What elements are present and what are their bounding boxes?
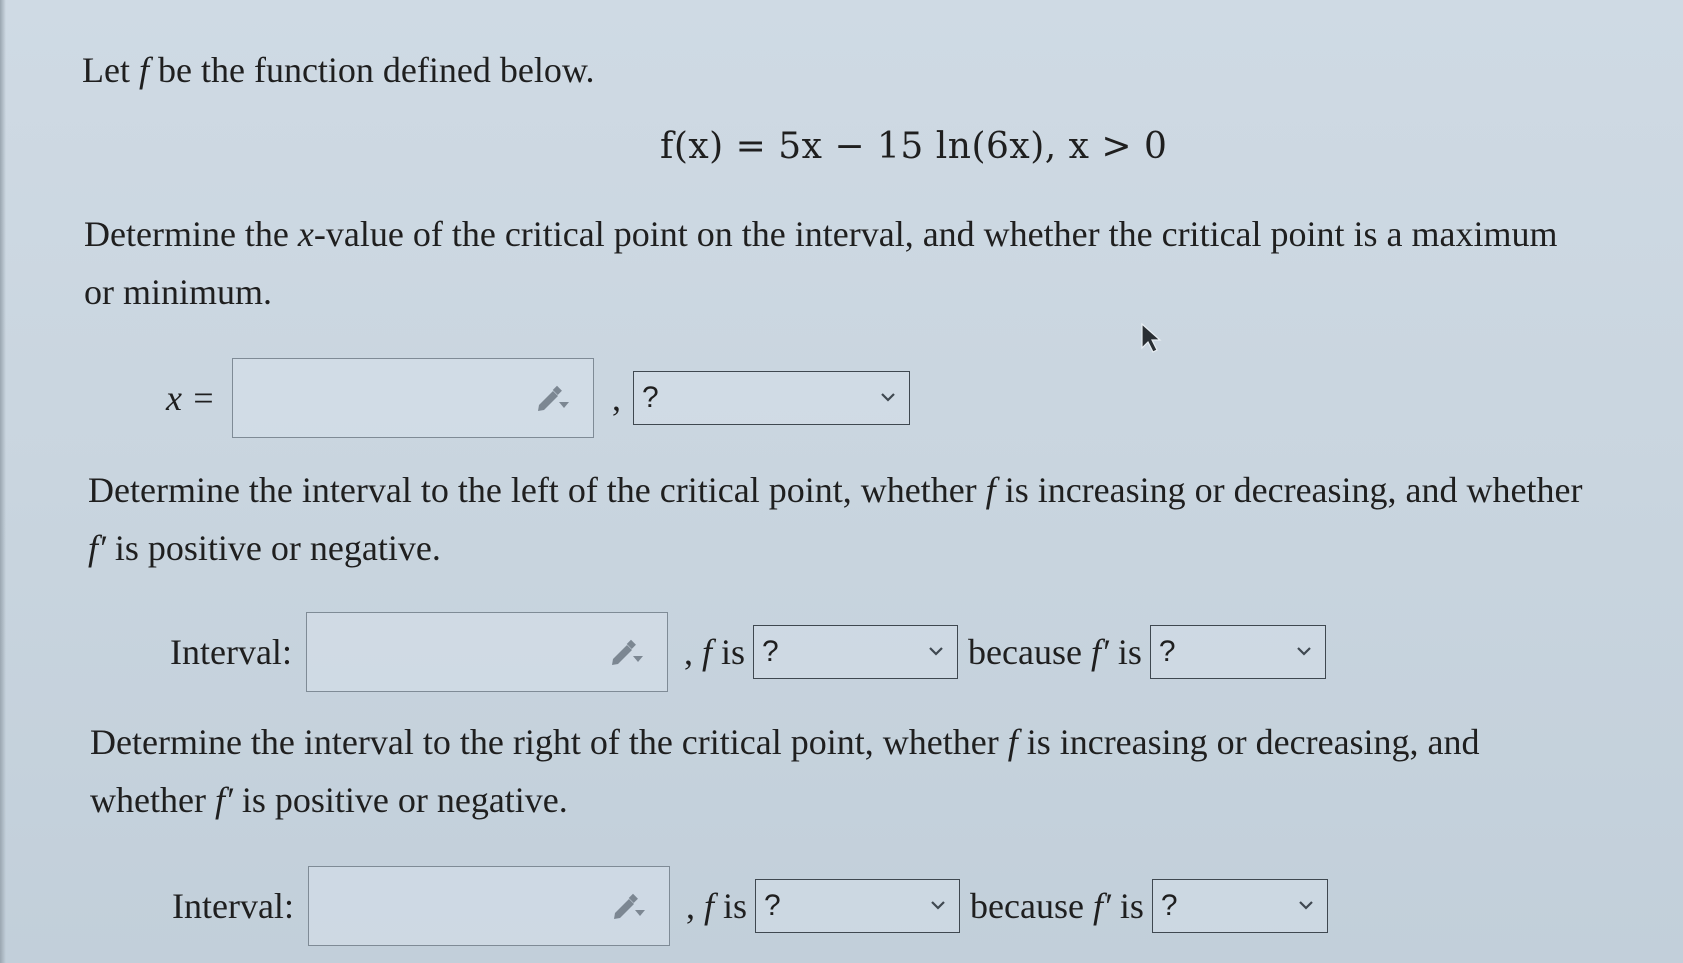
answer2-is: is <box>712 632 746 672</box>
intro-text <box>82 42 595 98</box>
interval-right-label: Interval: <box>172 886 294 926</box>
chevron-down-icon <box>929 896 947 914</box>
answer3-because <box>970 885 1144 927</box>
answer1-row <box>166 358 910 438</box>
answer2-f: f <box>702 632 713 672</box>
q2-line1-a: Determine the interval to the left of the critical point, whether <box>88 470 986 510</box>
right-inc-dec-select-value: ? <box>764 889 781 922</box>
q3-f: f <box>1007 722 1018 762</box>
x-equals-label: x = <box>166 378 216 418</box>
answer2-because-is: is <box>1108 632 1142 672</box>
intro-f: f <box>138 50 149 90</box>
function-formula: f(x) = 5x − 15 ln(6x), x > 0 <box>660 126 1168 167</box>
screen-edge <box>0 0 6 963</box>
q3-line1-b: is increasing or decreasing, and <box>1017 722 1480 762</box>
intro-text-after: be the function defined below. <box>149 50 595 90</box>
q1-line2: or minimum. <box>84 272 272 312</box>
left-inc-dec-select-value: ? <box>762 635 779 668</box>
intro-text-before: Let <box>82 50 139 90</box>
right-inc-dec-select[interactable] <box>755 879 960 933</box>
right-pos-neg-select[interactable] <box>1152 879 1328 933</box>
q3-line2 <box>90 772 568 828</box>
answer3-because-is: is <box>1110 886 1144 926</box>
pencil-dropdown-icon[interactable] <box>535 385 571 411</box>
interval-right-input[interactable] <box>308 866 670 946</box>
chevron-down-icon <box>1295 642 1313 660</box>
answer2-f-is <box>684 631 745 673</box>
chevron-down-icon <box>879 388 897 406</box>
q2-line1 <box>88 462 1582 518</box>
interval-left-input[interactable] <box>306 612 668 692</box>
q1-x: x <box>297 214 314 254</box>
left-pos-neg-select-value: ? <box>1158 635 1176 668</box>
q2-line2 <box>88 520 441 576</box>
q2-line1-b: is increasing or decreasing, and whether <box>995 470 1583 510</box>
max-min-select[interactable] <box>633 371 910 425</box>
q2-fprime: f′ <box>88 528 106 568</box>
answer3-fprime: f′ <box>1092 886 1111 926</box>
answer2-because-text: because <box>968 632 1091 672</box>
answer1-separator: , <box>612 378 621 418</box>
q2-line2-b: is positive or negative. <box>105 528 441 568</box>
answer2-comma: , <box>684 632 702 672</box>
q3-line1 <box>90 714 1480 770</box>
q1-line1-b: -value of the critical point on the interval, and whether the critical point is a maximum <box>313 214 1558 254</box>
chevron-down-icon <box>927 642 945 660</box>
answer3-comma: , <box>686 886 704 926</box>
max-min-select-value: ? <box>642 381 659 414</box>
mouse-pointer-icon <box>1140 322 1164 354</box>
left-inc-dec-select[interactable] <box>753 625 958 679</box>
q3-line1-a: Determine the interval to the right of the critical point, whether <box>90 722 1008 762</box>
pencil-dropdown-icon[interactable] <box>609 639 645 665</box>
q3-fprime: f′ <box>214 780 233 820</box>
q1-line1 <box>84 206 1558 262</box>
answer2-because <box>968 631 1142 673</box>
chevron-down-icon <box>1297 896 1315 914</box>
pencil-dropdown-icon[interactable] <box>611 893 647 919</box>
q3-line2-b: is positive or negative. <box>232 780 568 820</box>
answer3-because-text: because <box>970 886 1093 926</box>
right-pos-neg-select-value: ? <box>1160 889 1178 922</box>
answer2-row <box>170 612 1326 692</box>
answer3-f: f <box>704 886 715 926</box>
q1-line1-a: Determine the <box>84 214 298 254</box>
answer3-row <box>172 866 1328 946</box>
critical-x-input[interactable] <box>232 358 594 438</box>
answer3-f-is <box>686 885 747 927</box>
q3-line2-a: whether <box>90 780 215 820</box>
answer3-is: is <box>714 886 748 926</box>
q2-f: f <box>985 470 996 510</box>
left-pos-neg-select[interactable] <box>1150 625 1326 679</box>
answer2-fprime: f′ <box>1090 632 1109 672</box>
interval-left-label: Interval: <box>170 632 292 672</box>
